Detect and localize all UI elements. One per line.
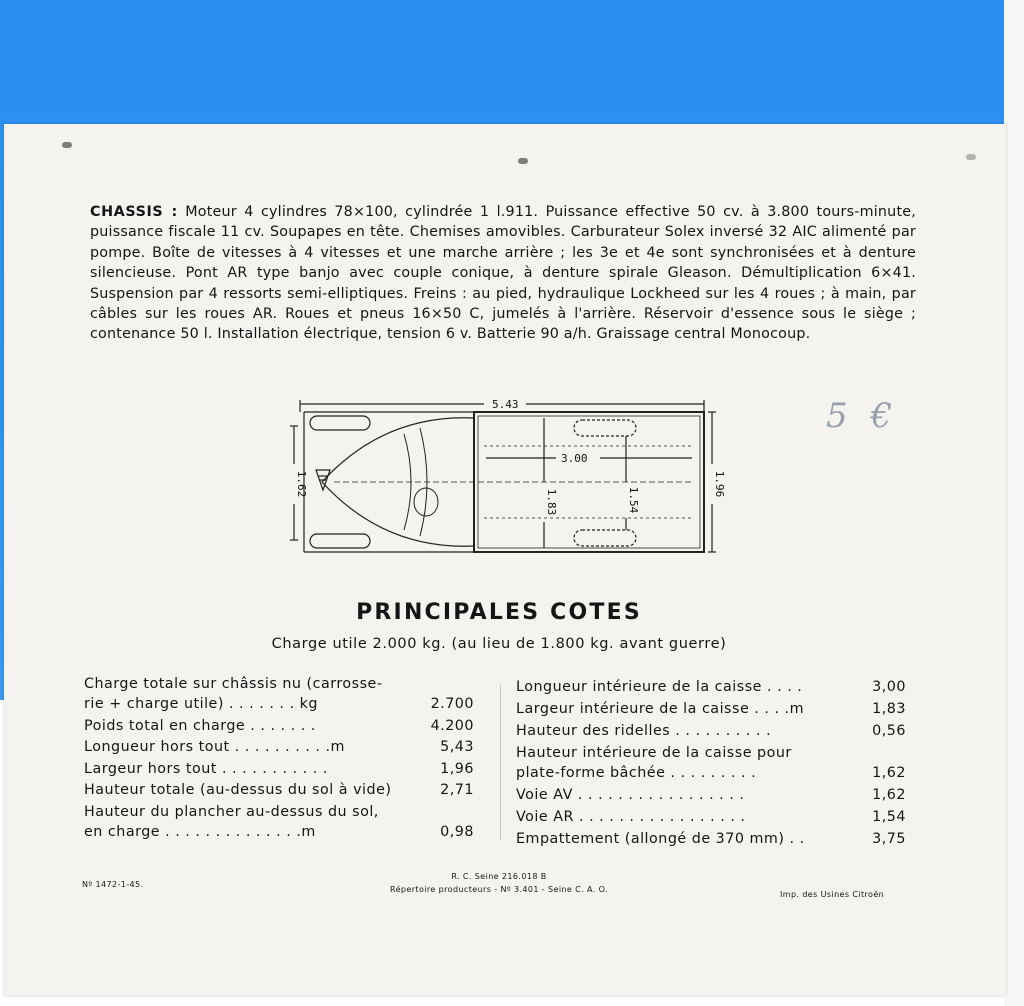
chassis-description [90, 202, 916, 345]
spec-label: Hauteur des ridelles . . . . . . . . . . [516, 723, 772, 739]
rear-wheel [574, 530, 636, 546]
chassis-plan-diagram [274, 394, 724, 564]
spec-value: 1,62 [872, 787, 906, 803]
dimension-label: 5.43 [492, 398, 519, 411]
spec-row [84, 759, 474, 779]
spec-sheet [4, 124, 1006, 996]
spec-value: 1,96 [440, 760, 474, 777]
page-edge [1004, 0, 1024, 1006]
spec-value: 1,62 [872, 765, 906, 781]
spec-row [516, 699, 906, 719]
dimension-label: 3.00 [561, 452, 588, 465]
spec-label: Hauteur totale (au-dessus du sol à vide) [84, 782, 392, 799]
printer-credit: Imp. des Usines Citroën [780, 890, 885, 899]
spec-label: Largeur intérieure de la caisse . . . .m [516, 701, 805, 717]
spec-value: 1,54 [872, 809, 906, 825]
spec-row [516, 807, 906, 827]
dimension-label: 1.54 [627, 486, 640, 514]
left-spec-list [84, 674, 474, 844]
spec-value: 3,00 [872, 679, 906, 695]
spec-row [516, 721, 906, 741]
spec-value: 0,98 [440, 823, 474, 840]
registry-line: R. C. Seine 216.018 B [451, 872, 547, 881]
chassis-heading: CHASSIS : [90, 204, 178, 220]
pin-hole [518, 158, 528, 164]
registry-line: Répertoire producteurs - Nº 3.401 - Seine C. A. O. [390, 885, 608, 894]
spec-label: Voie AV . . . . . . . . . . . . . . . . . [516, 787, 745, 803]
front-wheel [310, 416, 370, 430]
spec-label: Empattement (allongé de 370 mm) . . [516, 831, 805, 847]
spec-row [84, 674, 474, 714]
spec-row [516, 785, 906, 805]
spec-value: 2.700 [430, 696, 474, 712]
spec-row [516, 829, 906, 849]
dimension-label: 1.62 [295, 470, 308, 498]
hood-outline [322, 418, 474, 482]
registry-info [304, 870, 694, 896]
spec-value: 0,56 [872, 723, 906, 739]
spec-label: Largeur hors tout . . . . . . . . . . . [84, 760, 328, 777]
spec-value: 2,71 [440, 782, 474, 799]
hood-outline [322, 482, 474, 546]
dimension-label: 1.83 [545, 488, 558, 516]
spec-value: 4.200 [430, 717, 474, 734]
spec-label: Hauteur intérieure de la caisse pour plate-forme bâchée . . . . . . . . . [516, 745, 792, 781]
spec-value: 5,43 [440, 739, 474, 756]
page-subtitle: Charge utile 2.000 kg. (au lieu de 1.800 kg. avant guerre) [271, 636, 727, 652]
spec-label: Charge totale sur châssis nu (carrosse- rie + charge utile) . . . . . . . kg [84, 676, 383, 712]
spec-row [516, 743, 906, 783]
right-spec-list [516, 677, 906, 851]
spec-row [84, 716, 474, 736]
dimension-label: 1.96 [713, 470, 726, 498]
spec-row [84, 802, 474, 842]
spec-value: 1,83 [872, 701, 906, 717]
spec-label: Voie AR . . . . . . . . . . . . . . . . . [516, 809, 746, 825]
front-wheel [310, 534, 370, 548]
spec-label: Hauteur du plancher au-dessus du sol, en charge . . . . . . . . . . . . . .m [84, 803, 379, 840]
spec-label: Poids total en charge . . . . . . . [84, 717, 316, 734]
spec-row [516, 677, 906, 697]
spec-row [84, 780, 474, 800]
document-number: Nº 1472-1-45. [82, 880, 144, 889]
pin-hole [966, 154, 976, 160]
handwritten-price: 5 € [826, 396, 899, 436]
spec-value: 3,75 [872, 831, 906, 847]
rear-wheel [574, 420, 636, 436]
spec-label: Longueur hors tout . . . . . . . . . .m [84, 739, 345, 756]
column-divider [500, 684, 501, 840]
pin-hole [62, 142, 72, 148]
spec-label: Longueur intérieure de la caisse . . . . [516, 679, 803, 695]
chassis-text: Moteur 4 cylindres 78×100, cylindrée 1 l.911. Puissance effective 50 cv. à 3.800 tours-minute, puissance fiscale 11 cv. Soupapes en tête. Chemises amovibles. Carburateur Solex inversé 32 AIC alimenté par pompe. Boîte de vitesses à 4 vitesses et une marche arrière ; les 3e et 4e sont synchronisées et à denture silencieuse. Pont AR type banjo avec couple conique, à denture spirale Gleason. Démultiplication 6×41. Suspension par 4 ressorts semi-elliptiques. Freins : au pied, hydraulique Lockheed sur les 4 roues ; à main, par câbles sur les roues AR. Roues et pneus 16×50 C, jumelés à l'arrière. Réservoir d'essence sous le siège ; contenance 50 l. Installation électrique, tension 6 v. Batterie 90 a/h. Graissage central Monocoup. [90, 204, 916, 343]
page-title: PRINCIPALES COTES [356, 600, 642, 625]
spec-row [84, 737, 474, 757]
